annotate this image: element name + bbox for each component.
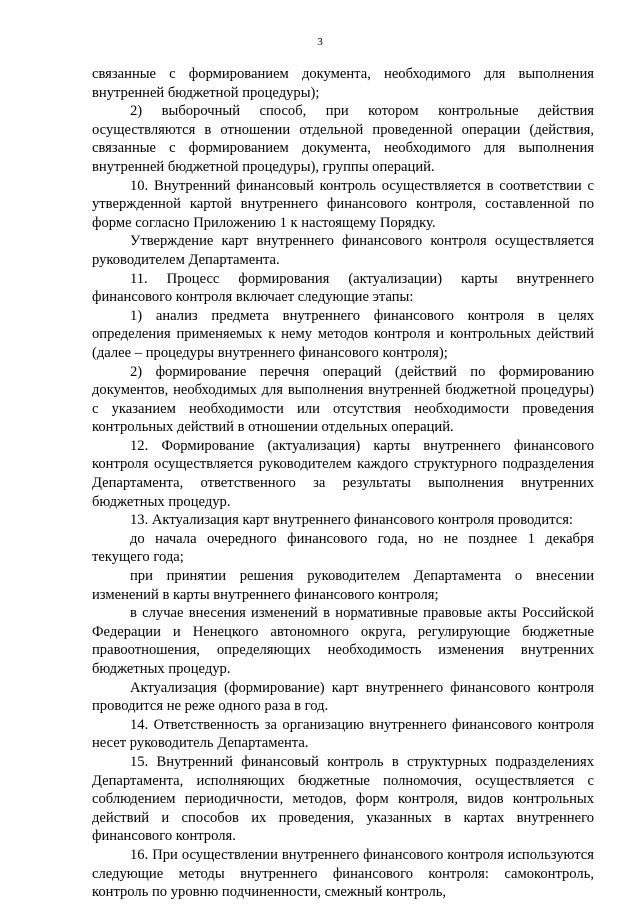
paragraph-15: 15. Внутренний финансовый контроль в структурных подразделениях Департамента, исполняющих бюджетные полномочия, осуществляется с соблюдением периодичности, методов, форм контроля, видов контрольных действий и способов их проведения, указанных в картах внутреннего финансового контроля. [92, 753, 594, 845]
paragraph-12: 12. Формирование (актуализация) карты внутреннего финансового контроля осуществляется руководителем каждого структурного подразделения Департамента, ответственного за результаты выполнения внутренних бюджетных процедур. [92, 437, 594, 510]
paragraph-11: 11. Процесс формирования (актуализации) карты внутреннего финансового контроля включает следующие этапы: [92, 270, 594, 306]
paragraph-approval: Утверждение карт внутреннего финансового контроля осуществляется руководителем Департамента. [92, 233, 594, 268]
paragraph-item-2: 2) выборочный способ, при котором контрольные действия осуществляются в отношении отдельной проведенной операции (действия, связанные с формированием документа, необходимого для выполнения внутренней бюджетной процедуры), группы операций. [92, 103, 594, 175]
paragraph-13-item-a: до начала очередного финансового года, но не позднее 1 декабря текущего года; [92, 530, 594, 566]
paragraph-continuation: связанные с формированием документа, необходимого для выполнения внутренней бюджетной процедуры); [92, 66, 594, 101]
paragraph-actualization: Актуализация (формирование) карт внутреннего финансового контроля проводится не реже одного раза в год. [92, 679, 594, 715]
document-body [92, 65, 594, 902]
paragraph-16: 16. При осуществлении внутреннего финансового контроля используются следующие методы внутреннего финансового контроля: самоконтроль, контроль по уровню подчиненности, смежный контроль, [92, 846, 594, 901]
paragraph-11-item-2: 2) формирование перечня операций (действий по формированию документов, необходимых для выполнения внутренней бюджетной процедуры) с указанием необходимости или отсутствия необходимости проведения контрольных действий в отношении отдельных операций. [92, 363, 594, 436]
paragraph-13-item-c: в случае внесения изменений в нормативные правовые акты Российской Федерации и Ненецкого автономного округа, регулирующие бюджетные правоотношения, определяющих необходимость изменения внутренних бюджетных процедур. [92, 605, 594, 677]
paragraph-10: 10. Внутренний финансовый контроль осуществляется в соответствии с утвержденной картой внутреннего финансового контроля, составленной по форме согласно Приложению 1 к настоящему Порядку. [92, 177, 594, 231]
paragraph-11-item-1: 1) анализ предмета внутреннего финансового контроля в целях определения применяемых к нему методов контроля и контрольных действий (далее – процедуры внутреннего финансового контроля); [92, 307, 594, 361]
page-number: 3 [317, 36, 323, 48]
paragraph-13: 13. Актуализация карт внутреннего финансового контроля проводится: [130, 512, 573, 529]
paragraph-14: 14. Ответственность за организацию внутреннего финансового контроля несет руководитель Департамента. [92, 716, 594, 752]
paragraph-13-item-b: при принятии решения руководителем Департамента о внесении изменений в карты внутреннего финансового контроля; [92, 568, 594, 603]
